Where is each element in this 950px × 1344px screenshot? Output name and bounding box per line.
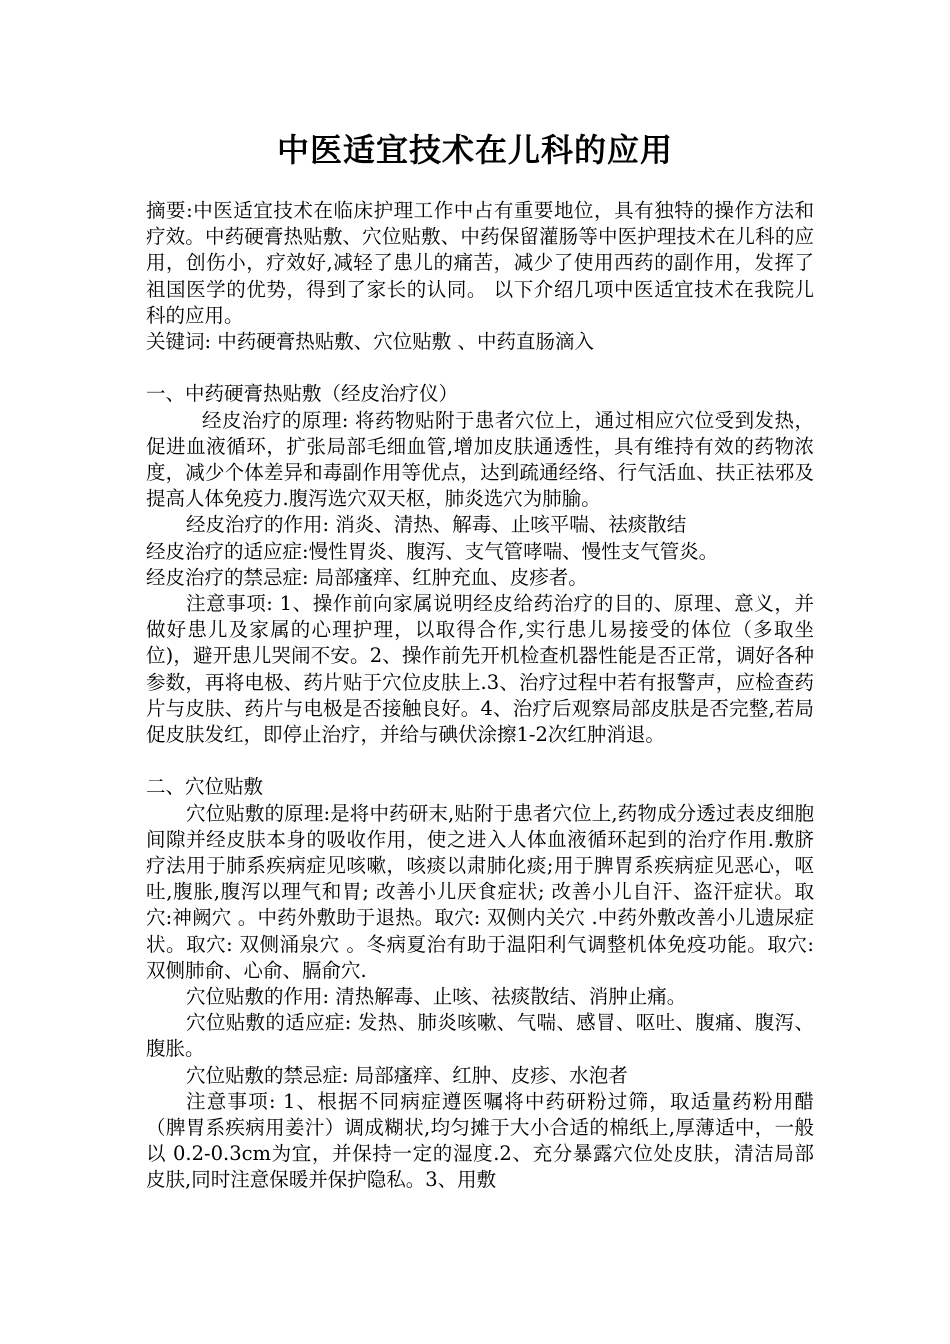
notes-paragraph: 注意事项: 1、操作前向家属说明经皮给药治疗的目的、原理、意义，并做好患儿及家属的心理护理，以取得合作,实行患儿易接受的体位（多取坐位)，避开患儿哭闹不安。2、操作前先开机检查机器性能是否正常，调好各种参数，再将电极、药片贴于穴位皮肤上.3、治疗过程中若有报警声，应检查药片与皮肤、药片与电极是否接触良好。4、治疗后观察局部皮肤是否完整,若局促皮肤发红，即停止治疗，并给与碘伏涂擦1-2次红肿消退。 <box>146 592 814 747</box>
principle-paragraph: 经皮治疗的原理: 将药物贴附于患者穴位上，通过相应穴位受到发热，促进血液循环，扩张局部毛细血管,增加皮肤通透性，具有维持有效的药物浓度，减少个体差异和毒副作用等优点，达到疏通经络、行气活血、扶正祛邪及提高人体免疫力.腹泻选穴双天枢，肺炎选穴为肺腧。 <box>146 408 814 511</box>
notes-paragraph: 注意事项: 1、根据不同病症遵医嘱将中药研粉过筛，取适量药粉用醋（脾胃系疾病用姜汁）调成糊状,均匀摊于大小合适的棉纸上,厚薄适中，一般以 0.2-0.3cm为宜，并保持一定的湿度.2、充分暴露穴位处皮肤，清洁局部皮肤,同时注意保暖并保护隐私。3、用敷 <box>146 1089 814 1192</box>
effect-line: 经皮治疗的作用: 消炎、清热、解毒、止咳平喘、祛痰散结 <box>186 513 687 537</box>
document-body <box>146 198 814 1194</box>
abstract-paragraph: 摘要:中医适宜技术在临床护理工作中占有重要地位，具有独特的操作方法和疗效。中药硬膏热贴敷、穴位贴敷、中药保留灌肠等中医护理技术在儿科的应用，创伤小，疗效好,减轻了患儿的痛苦，减少了使用西药的副作用，发挥了祖国医学的优势，得到了家长的认同。 以下介绍几项中医适宜技术在我院儿科的应用。 <box>146 199 814 327</box>
section-heading: 二、穴位贴敷 <box>146 775 264 799</box>
contraindication-line: 经皮治疗的禁忌症: 局部瘙痒、红肿充血、皮疹者。 <box>146 565 588 589</box>
page-title: 中医适宜技术在儿科的应用 <box>276 131 673 169</box>
keywords-line: 关键词: 中药硬膏热贴敷、穴位贴敷 、中药直肠滴入 <box>146 330 594 354</box>
contraindication-line: 穴位贴敷的禁忌症: 局部瘙痒、红肿、皮疹、水泡者 <box>186 1063 628 1087</box>
principle-paragraph: 穴位贴敷的原理:是将中药研末,贴附于患者穴位上,药物成分透过表皮细胞间隙并经皮肤本身的吸收作用，使之进入人体血液循环起到的治疗作用.敷脐疗法用于肺系疾病症见咳嗽，咳痰以肃肺化痰;用于脾胃系疾病症见恶心，呕吐,腹胀,腹泻以理气和胃; 改善小儿厌食症状; 改善小儿自汗、盗汗症状。取穴:神阙穴 。中药外敷助于退热。取穴: 双侧内关穴 .中药外敷改善小儿遗尿症状。取穴: 双侧涌泉穴 。冬病夏治有助于温阳利气调整机体免疫功能。取穴: 双侧肺俞、心俞、膈俞穴. <box>146 801 814 982</box>
section-heading: 一、中药硬膏热贴敷（经皮治疗仪） <box>146 382 459 406</box>
indication-line: 经皮治疗的适应症:慢性胃炎、腹泻、支气管哮喘、慢性支气管炎。 <box>146 539 719 563</box>
blank-line <box>146 355 814 381</box>
indication-line: 穴位贴敷的适应症: 发热、肺炎咳嗽、气喘、感冒、呕吐、腹痛、腹泻、腹胀。 <box>146 1011 814 1061</box>
blank-line <box>146 748 814 774</box>
effect-line: 穴位贴敷的作用: 清热解毒、止咳、祛痰散结、消肿止痛。 <box>186 985 687 1009</box>
